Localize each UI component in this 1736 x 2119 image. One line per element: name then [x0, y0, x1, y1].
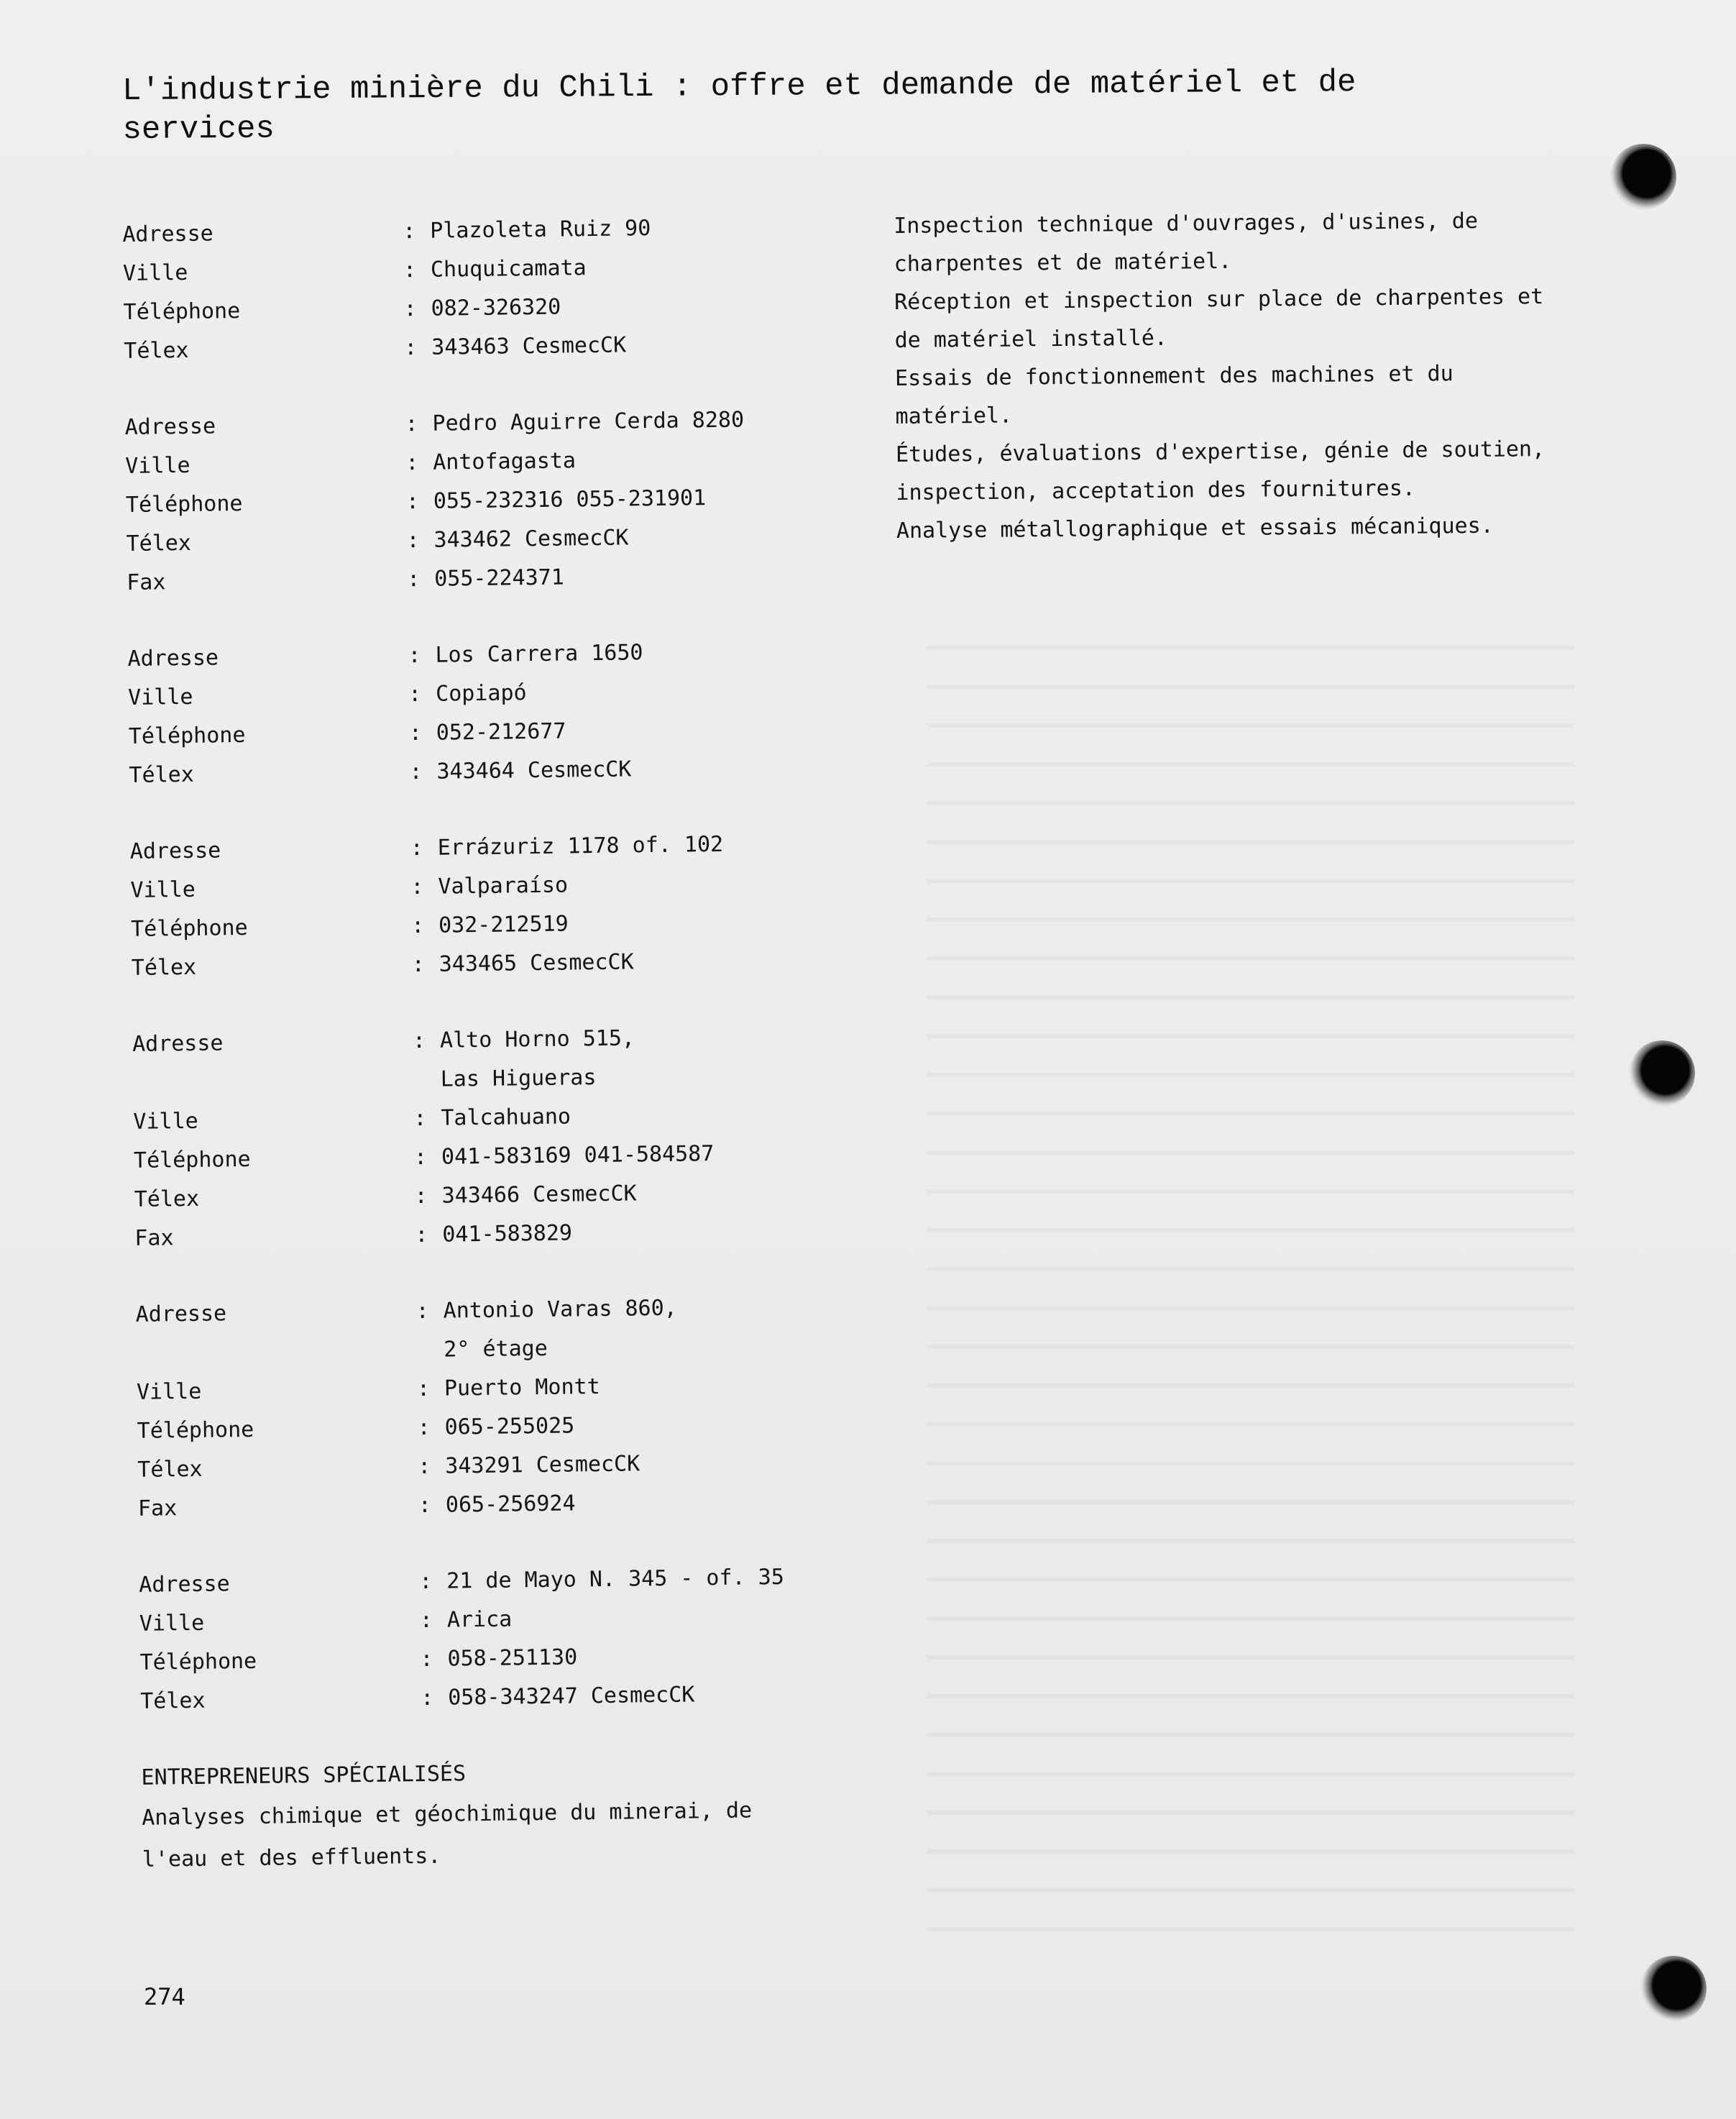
field-separator: : — [405, 411, 418, 437]
service-text-line: Inspection technique d'ouvrages, d'usines, de — [894, 208, 1479, 239]
field-label: Téléphone — [137, 1417, 254, 1444]
field-label: Télex — [124, 337, 189, 364]
field-separator: : — [405, 488, 420, 515]
service-text-line: de matériel installé. — [894, 325, 1168, 353]
bleed-through-texture — [927, 618, 1574, 1949]
page-title — [122, 62, 1561, 150]
field-value: Errázuriz 1178 of. 102 — [437, 831, 724, 861]
field-value: Plazoleta Ruiz 90 — [430, 216, 651, 244]
binder-hole — [1640, 1956, 1707, 2022]
services-description-column — [894, 201, 1572, 550]
field-separator: : — [418, 1453, 431, 1480]
entry-row — [140, 1673, 874, 1721]
binder-hole — [1629, 1040, 1695, 1107]
field-label: Téléphone — [123, 298, 241, 325]
field-value: Copiapó — [435, 680, 527, 707]
field-label: Ville — [125, 452, 190, 479]
field-label: Adresse — [129, 838, 221, 864]
field-value: Las Higueras — [440, 1065, 597, 1092]
field-value: 055-232316 055-231901 — [433, 485, 707, 514]
address-entry — [129, 823, 865, 987]
field-value: Antofagasta — [433, 448, 577, 475]
field-value: 065-256924 — [445, 1491, 576, 1518]
field-value: Valparaíso — [438, 872, 569, 900]
address-column — [122, 207, 876, 1881]
field-label: Adresse — [139, 1571, 230, 1598]
field-label: Ville — [127, 684, 193, 710]
field-label: Télex — [137, 1456, 203, 1483]
field-value: 343464 CesmecCK — [436, 756, 632, 784]
entry-row — [134, 1210, 868, 1258]
field-separator: : — [415, 1222, 428, 1248]
field-value: 343291 CesmecCK — [445, 1451, 640, 1479]
field-separator: : — [410, 912, 425, 939]
field-value: 343462 CesmecCK — [433, 525, 629, 553]
field-value: Alto Horno 515, — [439, 1025, 635, 1053]
service-text-line: charpentes et de matériel. — [894, 248, 1232, 277]
field-separator: : — [411, 951, 426, 978]
field-label: Télex — [126, 530, 192, 557]
field-separator: : — [418, 1492, 432, 1519]
field-separator: : — [406, 566, 421, 592]
service-text-line: Réception et inspection sur place de charpentes et — [894, 284, 1544, 315]
field-separator: : — [412, 1028, 426, 1054]
field-label: Ville — [133, 1108, 198, 1135]
field-value: 065-255025 — [444, 1413, 575, 1440]
service-text-line: Analyse métallographique et essais mécaniques. — [896, 513, 1494, 544]
service-text-line: Essais de fonctionnement des machines et du — [894, 361, 1453, 391]
field-label: Téléphone — [139, 1648, 257, 1675]
field-label: Ville — [139, 1610, 205, 1637]
field-label: Adresse — [132, 1030, 224, 1057]
address-entry — [124, 400, 860, 603]
field-value: 2° étage — [444, 1335, 548, 1363]
field-value: Talcahuano — [441, 1104, 571, 1131]
field-label: Téléphone — [130, 915, 248, 942]
field-separator: : — [416, 1376, 431, 1402]
field-separator: : — [405, 449, 419, 476]
section-heading: ENTREPRENEURS SPÉCIALISÉS — [141, 1761, 467, 1790]
field-value: Pedro Aguirre Cerda 8280 — [432, 407, 745, 436]
field-value: Chuquicamata — [430, 255, 587, 283]
field-separator: : — [404, 335, 418, 361]
service-text-line: matériel. — [895, 403, 1013, 429]
field-separator: : — [403, 219, 416, 244]
field-separator: : — [406, 527, 420, 554]
service-text-line: Études, évaluations d'expertise, génie de soutien, — [895, 436, 1546, 467]
entry-row — [127, 555, 860, 603]
address-entry — [122, 207, 858, 371]
entry-row — [124, 324, 858, 371]
field-value: 082-326320 — [431, 294, 561, 321]
field-value: 041-583169 041-584587 — [441, 1141, 715, 1170]
field-label: Fax — [127, 569, 166, 595]
field-value: 041-583829 — [442, 1220, 573, 1248]
field-separator: : — [419, 1568, 433, 1595]
field-label: Télex — [129, 761, 195, 788]
field-separator: : — [408, 681, 422, 708]
field-value: 343465 CesmecCK — [438, 949, 634, 977]
field-separator: : — [408, 720, 423, 746]
field-value: Puerto Montt — [444, 1374, 600, 1401]
field-label: Téléphone — [125, 490, 243, 518]
field-value: 052-212677 — [436, 718, 566, 746]
field-value: Antonio Varas 860, — [443, 1295, 677, 1324]
field-label: Téléphone — [133, 1146, 251, 1173]
field-separator: : — [419, 1607, 433, 1634]
field-separator: : — [410, 835, 424, 861]
entry-row — [138, 1480, 872, 1528]
field-value: 058-251130 — [447, 1644, 578, 1672]
field-separator: : — [403, 257, 417, 283]
field-value: Los Carrera 1650 — [435, 640, 643, 668]
field-label: Adresse — [122, 221, 213, 247]
binder-hole — [1610, 144, 1676, 210]
field-value: 032-212519 — [438, 911, 569, 938]
page-title-line-2: services — [122, 111, 275, 148]
field-separator: : — [409, 759, 423, 785]
service-text-line: inspection, acceptation des fournitures. — [896, 475, 1416, 505]
field-value: 058-343247 CesmecCK — [448, 1682, 695, 1711]
field-label: Télex — [131, 954, 197, 981]
field-separator: : — [421, 1685, 434, 1711]
section-text-line: Analyses chimique et géochimique du minerai, de — [142, 1798, 753, 1831]
field-label: Fax — [137, 1496, 178, 1521]
section-text-line: l'eau et des effluents. — [142, 1843, 441, 1872]
field-separator: : — [414, 1183, 428, 1209]
field-separator: : — [417, 1414, 431, 1441]
field-label: Ville — [130, 877, 196, 903]
field-value: Arica — [446, 1606, 513, 1633]
address-entry — [135, 1286, 871, 1528]
page-title-line-1: L'industrie minière du Chili : offre et demande de matériel et de — [122, 65, 1356, 109]
field-value: 055-224371 — [433, 564, 565, 592]
field-label: Télex — [134, 1186, 200, 1212]
field-separator: : — [408, 642, 421, 669]
field-separator: : — [413, 1105, 427, 1132]
field-label: Ville — [136, 1378, 202, 1405]
address-entry — [132, 1016, 868, 1258]
field-label: Adresse — [127, 645, 219, 672]
field-value: 343463 CesmecCK — [431, 332, 627, 360]
entry-row — [131, 940, 865, 987]
field-label: Ville — [122, 260, 188, 286]
entry-row — [129, 747, 863, 795]
field-label: Adresse — [135, 1301, 227, 1327]
field-separator: : — [403, 296, 417, 322]
field-separator: : — [420, 1646, 433, 1672]
field-value: 343466 CesmecCK — [441, 1181, 637, 1209]
address-entry — [139, 1557, 874, 1721]
field-separator: : — [413, 1144, 428, 1171]
field-value: 21 de Mayo N. 345 - of. 35 — [446, 1564, 785, 1594]
field-separator: : — [410, 874, 424, 900]
field-label: Télex — [140, 1688, 206, 1714]
field-label: Téléphone — [128, 722, 246, 749]
address-entry — [127, 631, 863, 795]
field-label: Fax — [134, 1225, 174, 1251]
page-number: 274 — [144, 1983, 185, 2010]
field-separator: : — [415, 1298, 429, 1324]
field-label: Adresse — [124, 413, 216, 440]
